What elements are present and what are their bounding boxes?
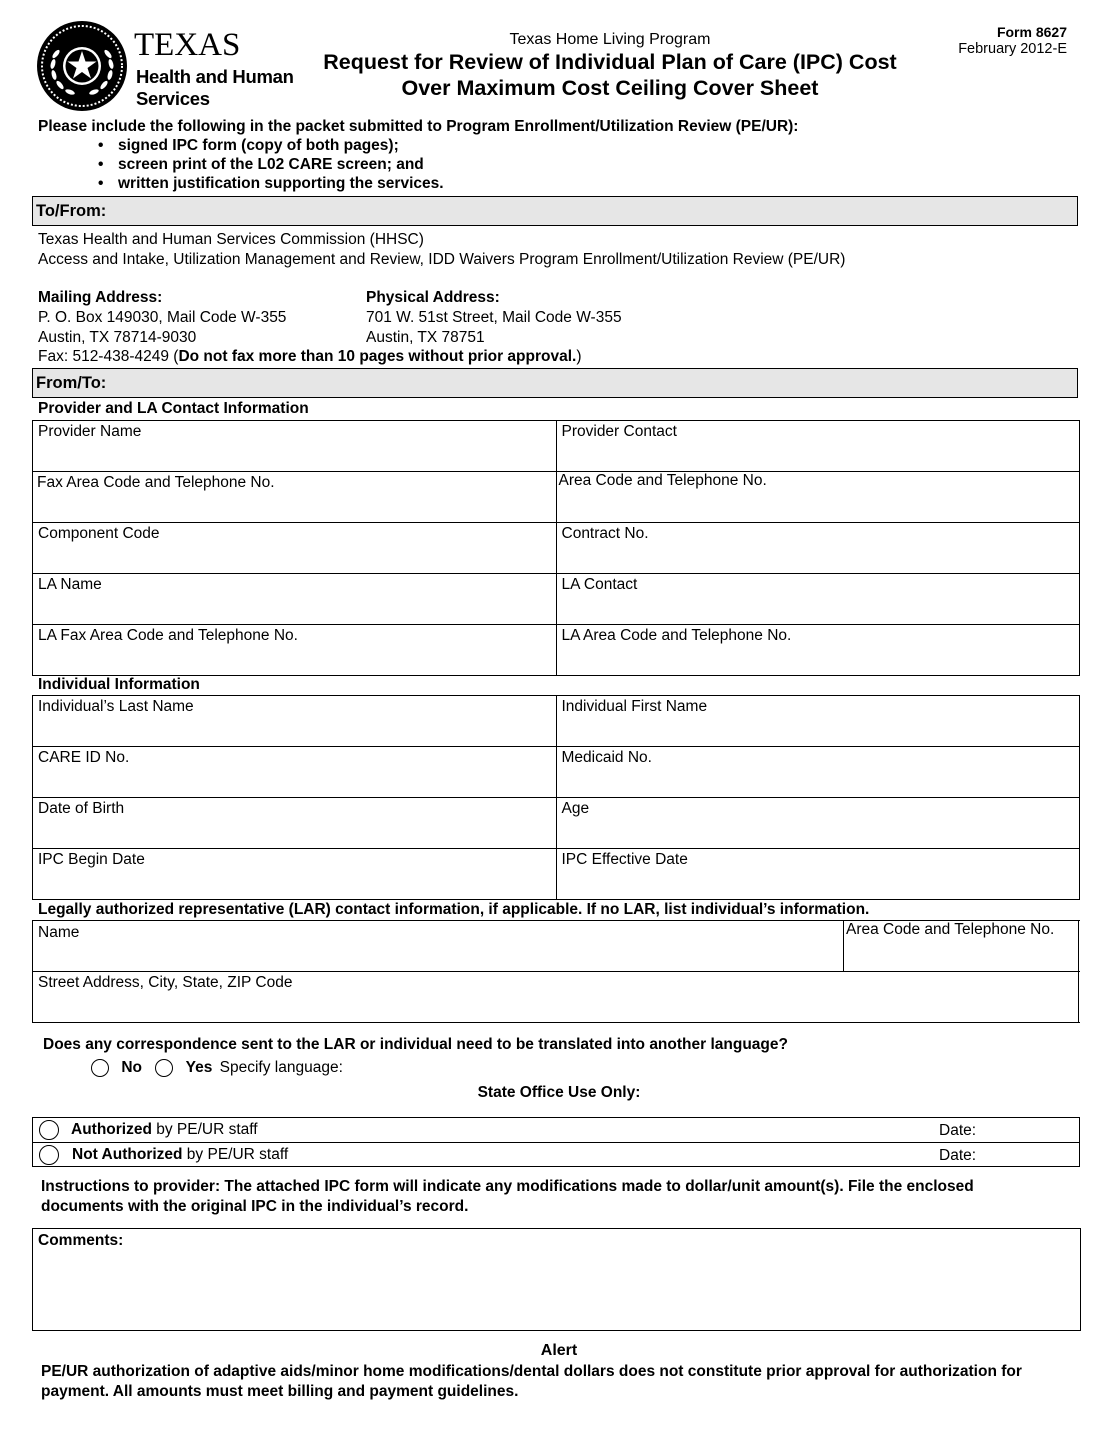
care-id-field[interactable]: CARE ID No. xyxy=(33,747,557,797)
alert-text: PE/UR authorization of adaptive aids/minor home modifications/dental dollars does not constitute prior approval for authorization for payment. All amounts must meet billing and payment guidelines. xyxy=(41,1363,1022,1400)
alert-heading: Alert xyxy=(540,1342,578,1359)
authorization-box xyxy=(32,1117,1080,1167)
contract-number-field[interactable]: Contract No. xyxy=(557,523,1081,573)
lar-phone-field[interactable]: Area Code and Telephone No. xyxy=(844,921,1079,971)
table-row xyxy=(33,747,1080,798)
provider-name-field[interactable]: Provider Name xyxy=(33,421,557,471)
provider-contact-field[interactable]: Provider Contact xyxy=(557,421,1081,471)
fax-warning: Do not fax more than 10 pages without prior approval. xyxy=(178,348,577,365)
table-row xyxy=(33,472,1080,523)
provider-section-label: Provider and LA Contact Information xyxy=(38,400,309,417)
translation-no-label: No xyxy=(121,1059,142,1077)
table-row xyxy=(33,849,1080,900)
checklist-item: • written justification supporting the services. xyxy=(98,175,444,194)
physical-address-label: Physical Address: xyxy=(366,289,500,306)
la-fax-phone-field[interactable]: LA Fax Area Code and Telephone No. xyxy=(33,625,557,675)
authorized-rest: by PE/UR staff xyxy=(151,1121,258,1138)
authorized-label xyxy=(71,1121,258,1139)
authorized-radio[interactable] xyxy=(39,1120,59,1140)
authorized-date-label: Date: xyxy=(939,1122,977,1139)
translation-no-radio[interactable] xyxy=(91,1059,109,1077)
physical-address-line2: Austin, TX 78751 xyxy=(366,329,485,346)
not-authorized-bold: Not Authorized xyxy=(72,1146,183,1163)
la-name-field[interactable]: LA Name xyxy=(33,574,557,624)
logo-texas-text: TEXAS xyxy=(134,27,241,63)
table-row xyxy=(33,523,1080,574)
last-name-field[interactable]: Individual’s Last Name xyxy=(33,696,557,746)
translation-yes-radio[interactable] xyxy=(155,1059,173,1077)
lar-address-field[interactable]: Street Address, City, State, ZIP Code xyxy=(33,972,1079,1022)
to-from-header xyxy=(32,196,1078,226)
packet-checklist xyxy=(98,137,444,194)
logo-agency-line2: Services xyxy=(136,88,210,109)
phone-field[interactable]: Area Code and Telephone No. xyxy=(557,472,1081,522)
table-row xyxy=(33,972,1080,1023)
translation-yes-label: Yes xyxy=(185,1059,213,1077)
authorized-row xyxy=(33,1118,1079,1142)
translation-question: Does any correspondence sent to the LAR or individual need to be translated into another language? xyxy=(43,1036,788,1053)
ipc-effective-date-field[interactable]: IPC Effective Date xyxy=(557,849,1081,899)
lar-section-label: Legally authorized representative (LAR) contact information, if applicable. If no LAR, list individual’s information. xyxy=(38,901,870,918)
fax-phone-field[interactable]: Fax Area Code and Telephone No. xyxy=(33,472,557,522)
age-field[interactable]: Age xyxy=(557,798,1081,848)
provider-instructions: Instructions to provider: The attached IPC form will indicate any modifications made to dollar/unit amount(s). File the enclosed documents with the original IPC in the individual’s record. xyxy=(41,1178,974,1215)
translation-options xyxy=(91,1059,343,1077)
fax-line xyxy=(38,348,582,366)
physical-address-line1: 701 W. 51st Street, Mail Code W-355 xyxy=(366,309,622,326)
checklist-item: • screen print of the L02 CARE screen; and xyxy=(98,156,444,175)
ipc-begin-date-field[interactable]: IPC Begin Date xyxy=(33,849,557,899)
from-to-header xyxy=(32,368,1078,398)
table-row xyxy=(33,798,1080,849)
la-contact-field[interactable]: LA Contact xyxy=(557,574,1081,624)
table-row xyxy=(33,574,1080,625)
specify-language-label: Specify language: xyxy=(219,1059,343,1077)
lar-contact-table xyxy=(32,920,1080,1023)
state-office-heading: State Office Use Only: xyxy=(477,1084,641,1101)
form-revision-date: February 2012-E xyxy=(958,41,1067,57)
mailing-address-label: Mailing Address: xyxy=(38,289,163,306)
to-from-heading: To/From: xyxy=(36,202,107,220)
checklist-item: • signed IPC form (copy of both pages); xyxy=(98,137,444,156)
provider-contact-table xyxy=(32,420,1080,676)
component-code-field[interactable]: Component Code xyxy=(33,523,557,573)
texas-seal-icon xyxy=(36,20,128,112)
form-title-line2: Over Maximum Cost Ceiling Cover Sheet xyxy=(401,76,819,100)
fax-suffix: ) xyxy=(576,348,582,365)
department-name: Access and Intake, Utilization Management and Review, IDD Waivers Program Enrollment/Utilization Review (PE/UR) xyxy=(38,251,846,268)
hhs-logo xyxy=(36,20,294,114)
fax-number: Fax: 512-438-4249 ( xyxy=(38,348,179,365)
table-row xyxy=(33,921,1080,972)
first-name-field[interactable]: Individual First Name xyxy=(557,696,1081,746)
agency-name: Texas Health and Human Services Commission (HHSC) xyxy=(38,231,424,248)
table-row xyxy=(33,421,1080,472)
comments-label: Comments: xyxy=(38,1232,124,1249)
authorized-bold: Authorized xyxy=(71,1121,152,1138)
not-authorized-date-label: Date: xyxy=(939,1147,977,1164)
individual-section-label: Individual Information xyxy=(38,676,200,693)
date-of-birth-field[interactable]: Date of Birth xyxy=(33,798,557,848)
not-authorized-rest: by PE/UR staff xyxy=(182,1146,289,1163)
medicaid-number-field[interactable]: Medicaid No. xyxy=(557,747,1081,797)
not-authorized-radio[interactable] xyxy=(39,1145,59,1165)
comments-field[interactable] xyxy=(32,1228,1081,1331)
form-title-line1: Request for Review of Individual Plan of Care (IPC) Cost xyxy=(323,50,897,74)
logo-agency-line1: Health and Human xyxy=(136,66,294,87)
form-number: Form 8627 xyxy=(996,24,1067,40)
table-row xyxy=(33,696,1080,747)
from-to-heading: From/To: xyxy=(36,374,107,392)
lar-name-field[interactable]: Name xyxy=(33,921,844,971)
table-row xyxy=(33,625,1080,676)
program-name: Texas Home Living Program xyxy=(509,31,711,48)
not-authorized-label xyxy=(72,1146,288,1164)
not-authorized-row xyxy=(33,1142,1079,1166)
mailing-address-line1: P. O. Box 149030, Mail Code W-355 xyxy=(38,309,287,326)
packet-instructions: Please include the following in the packet submitted to Program Enrollment/Utilization Review (PE/UR): xyxy=(38,118,799,135)
la-phone-field[interactable]: LA Area Code and Telephone No. xyxy=(557,625,1081,675)
individual-info-table xyxy=(32,695,1080,900)
mailing-address-line2: Austin, TX 78714-9030 xyxy=(38,329,197,346)
